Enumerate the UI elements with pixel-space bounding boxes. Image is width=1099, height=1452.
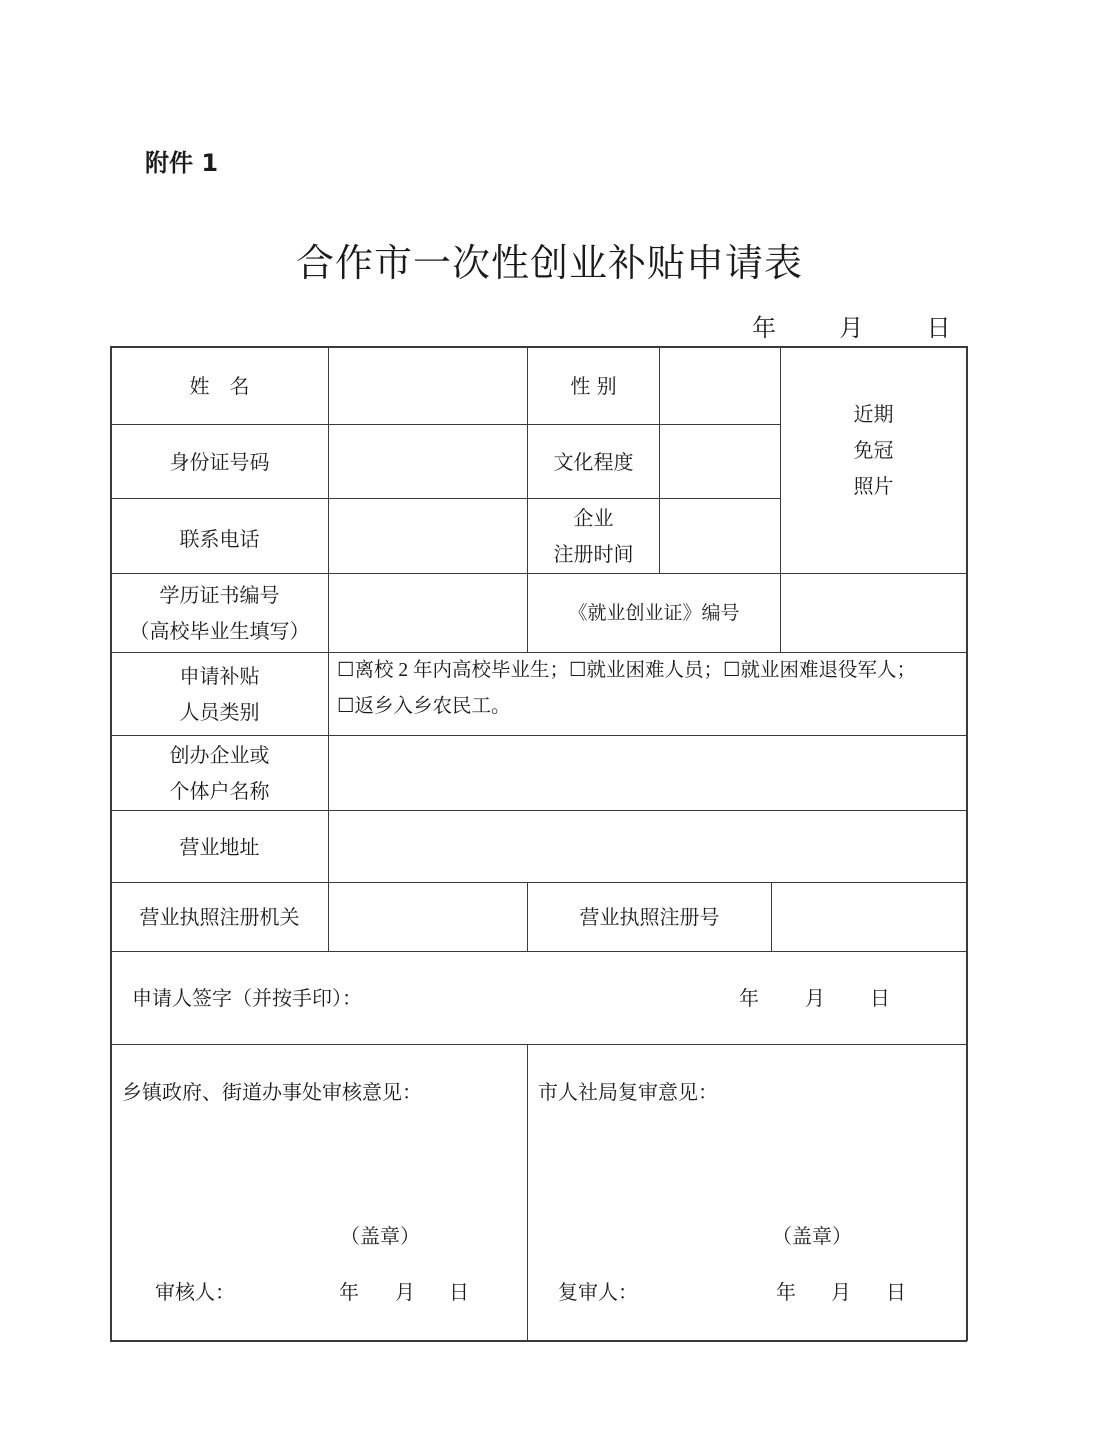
re-reviewer-label: 复审人： [558,1280,638,1304]
diploma-label [111,574,328,652]
reviewer-label: 审核人： [155,1280,235,1304]
company-name-label [111,736,328,810]
category-label-line: 申请补贴 [179,664,260,688]
company-name-label-line: 个体户名称 [169,779,270,803]
company-name-label-line: 创办企业或 [169,743,270,767]
employment-cert-field[interactable] [781,574,966,652]
company-name-field[interactable] [329,736,966,810]
col-divider [527,1044,528,1340]
gender-field[interactable] [660,347,780,424]
attachment-label: 附件 1 [145,149,219,177]
education-label: 文化程度 [553,449,634,474]
category-label [111,653,328,735]
photo-label-line: 照片 [853,474,894,498]
sign-year-label: 年 [739,986,759,1010]
re-review-month-label: 月 [831,1280,851,1304]
category-label-line: 人员类别 [179,700,260,724]
license-number-label: 营业执照注册号 [579,905,720,929]
re-review-year-label: 年 [776,1280,796,1304]
photo-label-line: 免冠 [853,438,894,462]
photo-box[interactable] [781,347,966,573]
diploma-label-line: 学历证书编号 [159,583,280,607]
sign-month-label: 月 [805,986,825,1010]
table-border-bottom [110,1340,967,1342]
address-field[interactable] [329,811,966,882]
category-options-line-1[interactable]: ☐离校 2 年内高校毕业生；☐就业困难人员；☐就业困难退役军人； [337,660,916,681]
reg-time-label [528,499,659,573]
reg-time-field[interactable] [660,499,780,573]
date-day-label: 日 [926,314,951,342]
gender-label: 性 别 [570,373,617,398]
address-label: 营业地址 [179,834,260,859]
name-field[interactable] [329,347,527,424]
applicant-sign-label: 申请人签字（并按手印）： [132,986,362,1010]
diploma-label-line: （高校毕业生填写） [129,619,310,643]
review-month-label: 月 [395,1280,415,1304]
phone-label: 联系电话 [179,527,260,551]
name-label: 姓 名 [189,373,250,398]
phone-field[interactable] [329,499,527,573]
city-opinion-field[interactable] [536,1115,956,1215]
education-field[interactable] [660,425,780,498]
review-day-label: 日 [449,1280,469,1304]
review-year-label: 年 [339,1280,359,1304]
town-opinion-field[interactable] [120,1115,520,1215]
header-date [752,308,951,343]
photo-label-line: 近期 [853,402,894,426]
employment-cert-label: 《就业创业证》编号 [568,602,740,624]
sign-day-label: 日 [870,986,890,1010]
re-review-day-label: 日 [886,1280,906,1304]
reg-time-label-line: 注册时间 [553,542,634,566]
category-options[interactable] [329,653,966,735]
license-number-field[interactable] [772,883,966,951]
city-seal-label: （盖章） [772,1224,852,1248]
id-number-field[interactable] [329,425,527,498]
license-authority-field[interactable] [329,883,527,951]
reg-time-label-line: 企业 [573,506,614,530]
town-seal-label: （盖章） [340,1224,420,1248]
row-divider [110,1044,967,1045]
license-authority-label: 营业执照注册机关 [139,905,300,929]
city-opinion-label: 市人社局复审意见： [538,1080,718,1104]
diploma-field[interactable] [329,574,527,652]
applicant-sign-field[interactable] [540,952,720,1044]
category-options-line-2[interactable]: ☐返乡入乡农民工。 [337,696,511,717]
date-month-label: 月 [839,314,864,342]
id-number-label: 身份证号码 [169,449,270,474]
page-title: 合作市一次性创业补贴申请表 [295,241,803,285]
town-opinion-label: 乡镇政府、街道办事处审核意见： [122,1080,422,1104]
table-border-right [966,346,968,1341]
date-year-label: 年 [752,314,776,342]
